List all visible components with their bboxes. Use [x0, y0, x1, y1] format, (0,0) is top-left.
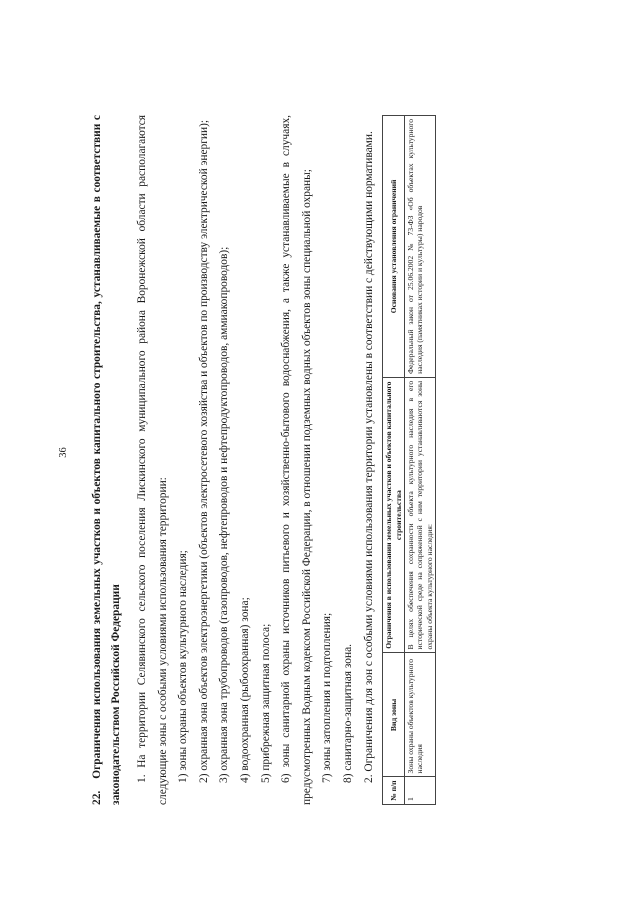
- list-item: 3) охранная зона трубопроводов (газопроводов, нефтепроводов и нефтепродуктопроводов, аммиакопроводов);: [218, 246, 231, 783]
- section-number: 22.: [91, 790, 103, 805]
- list-item: 2) охранная зона объектов электроэнергетики (объектов электросетевого хозяйства и объектов по производству электрической энергии);: [197, 119, 210, 783]
- table-cell: В целях обеспечения сохранности объекта культурного наследия в его исторической среде на сопряженной с ним территории устанавливаются зоны охраны объекта культурного наследия:: [404, 377, 435, 653]
- column-header-grounds: Основания установления ограничений: [383, 116, 405, 378]
- page-content: [88, 115, 436, 805]
- restrictions-table: [382, 115, 436, 805]
- list-item: 8) санитарно-защитная зона.: [341, 644, 354, 783]
- list-item: 4) водоохранная (рыбоохранная) зона;: [238, 597, 251, 783]
- section-title: Ограничения использования земельных участков и объектов капитального строительства, устанавливаемые в соответствии с законодательством Российской Федерации: [91, 115, 122, 805]
- table-cell: 1: [404, 777, 435, 805]
- column-header-restrictions: Ограничения в использовании земельных участков и объектов капитального строительства: [383, 377, 405, 653]
- list-item: 7) зоны затопления и подтопления;: [321, 612, 334, 783]
- column-header-zone-type: Вид зоны: [383, 653, 405, 777]
- table-cell: Зоны охраны объектов культурного наследия: [404, 653, 435, 777]
- table-header-row: [383, 116, 405, 805]
- list-item: 1) зоны охраны объектов культурного наследия;: [177, 550, 190, 783]
- table-cell: Федеральный закон от 25.06.2002 № 73-ФЗ «Об объектах культурного наследия (памятниках истории и культуры) народов: [404, 116, 435, 378]
- table-row: [404, 116, 435, 805]
- column-header-number: № п/п: [383, 777, 405, 805]
- paragraph-restrictions: 2. Ограничения для зон с особыми условиями использования территории установлены в соответствии с действующими нормативами.: [362, 131, 375, 783]
- list-item: 6) зоны санитарной охраны источников питьевого и хозяйственно-бытового водоснабжения, а также устанавливаемые в случаях, предусмотренных Водным кодексом Российской Федерации, в отношении подземных водных объектов зоны специальной охраны;: [280, 115, 313, 805]
- list-item: 5) прибрежная защитная полоса;: [259, 623, 272, 783]
- paragraph-intro: 1. На территории Селявинского сельского поселения Лискинского муниципального района Воронежской области располагаются следующие зоны с особыми условиями использования территории:: [136, 115, 169, 805]
- section-heading: [88, 115, 126, 805]
- page-number: 36: [58, 447, 69, 458]
